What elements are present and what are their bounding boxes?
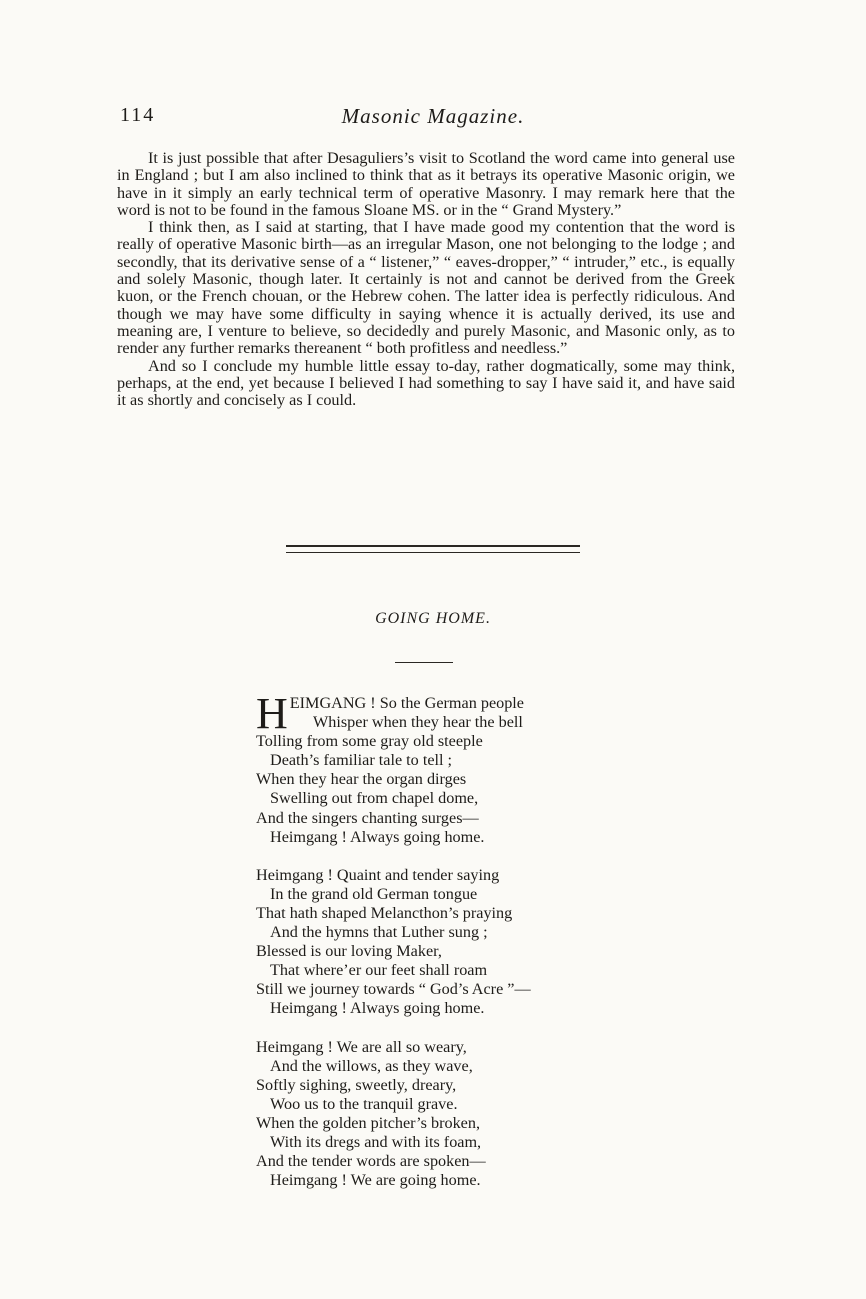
poem-line: Tolling from some gray old steeple xyxy=(256,732,483,751)
running-head: Masonic Magazine. xyxy=(341,104,525,128)
poem-line: Heimgang ! Always going home. xyxy=(270,827,485,846)
poem-line: That hath shaped Melancthon’s praying xyxy=(256,903,513,922)
poem-line: Death’s familiar tale to tell ; xyxy=(270,751,453,770)
poem-line: And the tender words are spoken— xyxy=(256,1152,486,1171)
essay-paragraph-2: I think then, as I said at starting, that I have made good my contention that the word is really of operative Masonic birth—as an irregular Mason, one not belonging to the lodge ; and secondly, that its derivative sense of a “ listener,” “ eaves-dropper,” “ intruder,” etc., is equally and solely Masonic, though later. It certainly is not and cannot be derived from the Greek kuon, or the French chouan, or the Hebrew cohen. The latter idea is perfectly ridiculous. And though we may have some difficulty in saying whence it is actually derived, its use and meaning are, I venture to believe, so decidedly and purely Masonic, and Masonic only, as to render any further remarks thereanent “ both profitless and needless.” xyxy=(117,218,735,358)
poem xyxy=(256,689,531,1209)
poem-line: Heimgang ! We are all so weary, xyxy=(256,1037,467,1056)
essay-paragraph-3: And so I conclude my humble little essay to-day, rather dogmatically, some may think, perhaps, at the end, yet because I believed I had something to say I have said it, and have said it as shortly and concisely as I could. xyxy=(117,356,735,410)
poem-line: That where’er our feet shall roam xyxy=(270,961,488,980)
drop-cap: H xyxy=(256,689,288,738)
poem-line: Woo us to the tranquil grave. xyxy=(270,1094,458,1113)
poem-line: And the hymns that Luther sung ; xyxy=(270,923,488,942)
poem-line: And the singers chanting surges— xyxy=(256,808,479,827)
poem-line: Softly sighing, sweetly, dreary, xyxy=(256,1075,457,1094)
poem-line: With its dregs and with its foam, xyxy=(270,1132,482,1151)
page-number: 114 xyxy=(120,104,156,126)
poem-line: When the golden pitcher’s broken, xyxy=(256,1113,481,1132)
title-rule xyxy=(395,662,453,663)
essay-body xyxy=(117,150,735,409)
essay-paragraph-1: It is just possible that after Desaguliers’s visit to Scotland the word came into general use in England ; but I am also inclined to think that as it betrays its operative Masonic origin, we have in it simply an early technical term of operative Masonry. I may remark here that the word is not to be found in the famous Sloane MS. or in the “ Grand Mystery.” xyxy=(117,149,735,219)
poem-line: EIMGANG ! So the German people xyxy=(289,694,524,712)
poem-line: Still we journey towards “ God’s Acre ”— xyxy=(256,980,531,999)
poem-line: When they hear the organ dirges xyxy=(256,770,467,789)
poem-line: And the willows, as they wave, xyxy=(270,1056,473,1075)
poem-line: Whisper when they hear the bell xyxy=(313,713,523,732)
poem-line: Heimgang ! Quaint and tender saying xyxy=(256,865,500,884)
poem-line: Swelling out from chapel dome, xyxy=(270,789,479,808)
poem-line: Heimgang ! Always going home. xyxy=(270,999,485,1018)
poem-line: Heimgang ! We are going home. xyxy=(270,1171,481,1190)
poem-line: Blessed is our loving Maker, xyxy=(256,942,442,961)
stanza-3 xyxy=(256,1038,531,1191)
poem-title: GOING HOME. xyxy=(375,610,491,627)
poem-line: In the grand old German tongue xyxy=(270,884,478,903)
stanza-1 xyxy=(256,689,531,847)
stanza-2 xyxy=(256,866,531,1019)
section-divider xyxy=(286,545,580,553)
